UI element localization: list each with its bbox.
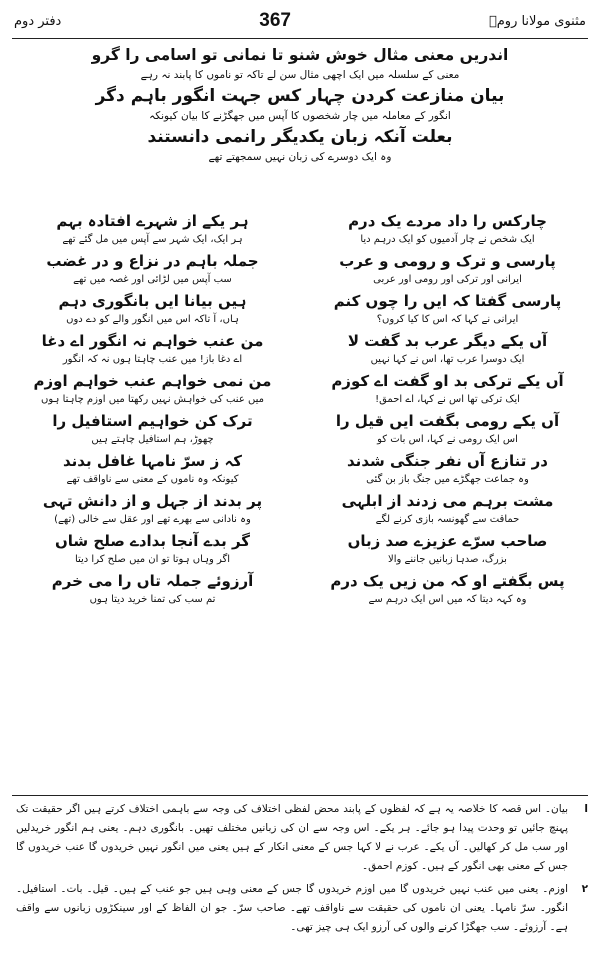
- verse-text: گر بدے آنجا بدادے صلح شاں: [54, 532, 250, 550]
- verse-gloss: اگر وہاں ہوتا تو ان میں صلح کرا دیتا: [74, 554, 231, 565]
- first-hemistich: [307, 250, 588, 288]
- footnote-marker: ۲: [581, 883, 588, 895]
- first-hemistich: [307, 570, 588, 608]
- couplet-list: [12, 210, 588, 610]
- couplet: [12, 330, 588, 368]
- verse-text: پس بگفتے او کہ من زیں یک درم: [330, 572, 565, 590]
- verse-gloss: وہ کہہ دیتا کہ میں اس ایک درہم سے: [368, 594, 527, 605]
- verse-text: پارسی و ترک و رومی و عرب: [339, 252, 556, 270]
- verse-text: ہر یکے از شہرے افتادہ بہم: [56, 212, 249, 230]
- footnote-text: اوزم۔ یعنی میں عنب نہیں خریدوں گا میں اوزم خریدوں گا جس کے معنی وہی ہیں جو عنب کے ہیں۔ قیل۔ بات۔ استافیل۔ انگور۔ سرّ نامہا۔ یعنی ان ناموں کی حقیقت سے ناواقف تھے۔ صاحب سرّ۔ جو ان الفاظ کے اور سینکڑوں زبانوں سے واقف ہے۔ آرزوئے۔ سب جھگڑا کرنے والوں کی آرزو ایک ہی چیز تھی۔: [16, 883, 568, 933]
- verse-gloss: ایرانی نے کہا کہ اس کا کیا کروں؟: [376, 314, 519, 325]
- intro-verse: اندریں معنی مثال خوش شنو تا نمانی تو اسامی را گرو: [91, 46, 509, 64]
- page-header: [14, 6, 586, 36]
- heading-gloss: انگور کے معاملہ میں چار شخصوں کا آپس میں جھگڑنے کا بیان کیونکہ: [149, 110, 451, 122]
- couplet: [12, 530, 588, 568]
- couplet: [12, 250, 588, 288]
- couplet: [12, 410, 588, 448]
- verse-gloss: ہر ایک، ایک شہر سے آپس میں مل گئے تھے: [62, 234, 243, 245]
- couplet: [12, 370, 588, 408]
- verse-gloss: ایک ترکی تھا اس نے کہا، اے احمق!: [375, 394, 520, 405]
- verse-text: آں یکے رومی بگفت ایں قیل را: [335, 412, 560, 430]
- section-heading: بیان منازعت کردن چہار کس جہت انگور باہم دگر: [95, 86, 505, 106]
- verse-gloss: ایرانی اور ترکی اور رومی اور عربی: [373, 274, 522, 285]
- footnote: [16, 880, 588, 937]
- couplet: [12, 570, 588, 608]
- verse-text: جملہ باہم در نزاع و در غضب: [46, 252, 259, 270]
- first-hemistich: [307, 370, 588, 408]
- second-hemistich: [12, 570, 293, 608]
- footnote-rule: [12, 795, 588, 796]
- verse-gloss: چھوڑ، ہم استافیل چاہتے ہیں: [91, 434, 214, 445]
- section-subheading: بعلت آنکہ زبان یکدیگر رانمی دانستند: [147, 127, 453, 147]
- first-hemistich: [307, 490, 588, 528]
- verse-gloss: وہ نادانی سے بھرے تھے اور عقل سے خالی (تھے): [54, 514, 251, 525]
- verse-gloss: وہ جماعت جھگڑے میں جنگ باز بن گئی: [366, 474, 529, 485]
- verse-gloss: حماقت سے گھونسہ بازی کرنے لگے: [375, 514, 520, 525]
- verse-gloss: ایک شخص نے چار آدمیوں کو ایک درہم دیا: [360, 234, 535, 245]
- first-hemistich: [307, 410, 588, 448]
- second-hemistich: [12, 410, 293, 448]
- verse-text: آں یکے دیگر عرب بد گفت لا: [347, 332, 548, 350]
- verse-text: آرزوئے جملہ تاں را می خرم: [51, 572, 254, 590]
- book-title: مثنوی مولانا رومؒ: [488, 13, 586, 29]
- couplet: [12, 210, 588, 248]
- verse-text: صاحب سرّے عزیزے صد زباں: [347, 532, 548, 550]
- verse-text: ہیں بیانا ایں بانگوری دہم: [58, 292, 247, 310]
- second-hemistich: [12, 450, 293, 488]
- verse-gloss: تم سب کی تمنا خرید دیتا ہوں: [89, 594, 216, 605]
- couplet: [12, 450, 588, 488]
- verse-text: من عنب خواہم نہ انگور اے دغا: [41, 332, 264, 350]
- footnote: [16, 800, 588, 876]
- first-hemistich: [307, 330, 588, 368]
- verse-gloss: ایک دوسرا عرب تھا، اس نے کہا نہیں: [370, 354, 525, 365]
- verse-text: من نمی خواہم عنب خواہم اوزم: [33, 372, 272, 390]
- verse-gloss: کیونکہ وہ ناموں کے معنی سے ناواقف تھے: [66, 474, 239, 485]
- intro-section: [16, 44, 584, 166]
- footnotes: [16, 800, 588, 941]
- second-hemistich: [12, 530, 293, 568]
- second-hemistich: [12, 330, 293, 368]
- verse-text: در تنازع آں نفر جنگی شدند: [347, 452, 548, 470]
- verse-text: پر بدند از جہل و از دانش تہی: [42, 492, 263, 510]
- footnote-marker: ا: [584, 803, 588, 815]
- header-rule: [12, 38, 588, 39]
- second-hemistich: [12, 210, 293, 248]
- second-hemistich: [12, 370, 293, 408]
- first-hemistich: [307, 290, 588, 328]
- verse-text: چارکس را داد مردے یک درم: [348, 212, 547, 230]
- couplet: [12, 490, 588, 528]
- second-hemistich: [12, 490, 293, 528]
- verse-gloss: ہاں، آ تاکہ اس میں انگور والے کو دے دوں: [66, 314, 239, 325]
- verse-text: پارسی گفتا کہ ایں را چوں کنم: [333, 292, 562, 310]
- page-number: 367: [259, 10, 291, 31]
- footnote-text: بیان۔ اس قصہ کا خلاصہ یہ ہے کہ لفظوں کے پابند محض لفظی اختلاف کی وجہ سے باہمی اختلاف کرتے ہیں اگر حقیقت تک پہنچ جائیں تو وحدت پیدا ہو جائے۔ ہر یکے۔ اس وجہ سے ان کی زبانیں مختلف تھیں۔ بانگوری دہم۔ یعنی ہم انگور خریدلیں اور سب مل کر کھالیں۔ آں یکے۔ عرب نے لا کہا جس کے معنی انکار کے ہیں یعنی میں انگور نہیں خریدوں گا عنب خریدوں گا جس کے معنی بھی انگور کے ہیں۔ کوزم احمق۔: [16, 803, 568, 872]
- volume-label: دفتر دوم: [14, 13, 62, 29]
- first-hemistich: [307, 210, 588, 248]
- verse-gloss: بزرگ، صدہا زبانیں جاننے والا: [388, 554, 507, 565]
- intro-gloss: معنی کے سلسلہ میں ایک اچھی مثال سن لے تاکہ تو ناموں کا پابند نہ رہے: [140, 69, 460, 81]
- verse-gloss: اس ایک رومی نے کہا، اس بات کو: [377, 434, 518, 445]
- second-hemistich: [12, 290, 293, 328]
- verse-text: مشت برہم می زدند از ابلہی: [341, 492, 554, 510]
- verse-gloss: اے دغا باز! میں عنب چاہتا ہوں نہ کہ انگور: [62, 354, 243, 365]
- first-hemistich: [307, 450, 588, 488]
- subheading-gloss: وہ ایک دوسرے کی زبان نہیں سمجھتے تھے: [208, 151, 392, 163]
- first-hemistich: [307, 530, 588, 568]
- verse-text: ترک کن خواہیم استافیل را: [52, 412, 253, 430]
- verse-text: آں یکے ترکی بد او گفت اے کوزم: [331, 372, 564, 390]
- verse-gloss: میں عنب کی خواہش نہیں رکھتا میں اوزم چاہتا ہوں: [41, 394, 264, 405]
- second-hemistich: [12, 250, 293, 288]
- verse-gloss: سب آپس میں لڑائی اور غصہ میں تھے: [73, 274, 232, 285]
- couplet: [12, 290, 588, 328]
- verse-text: کہ ز سرّ نامہا غافل بدند: [63, 452, 242, 470]
